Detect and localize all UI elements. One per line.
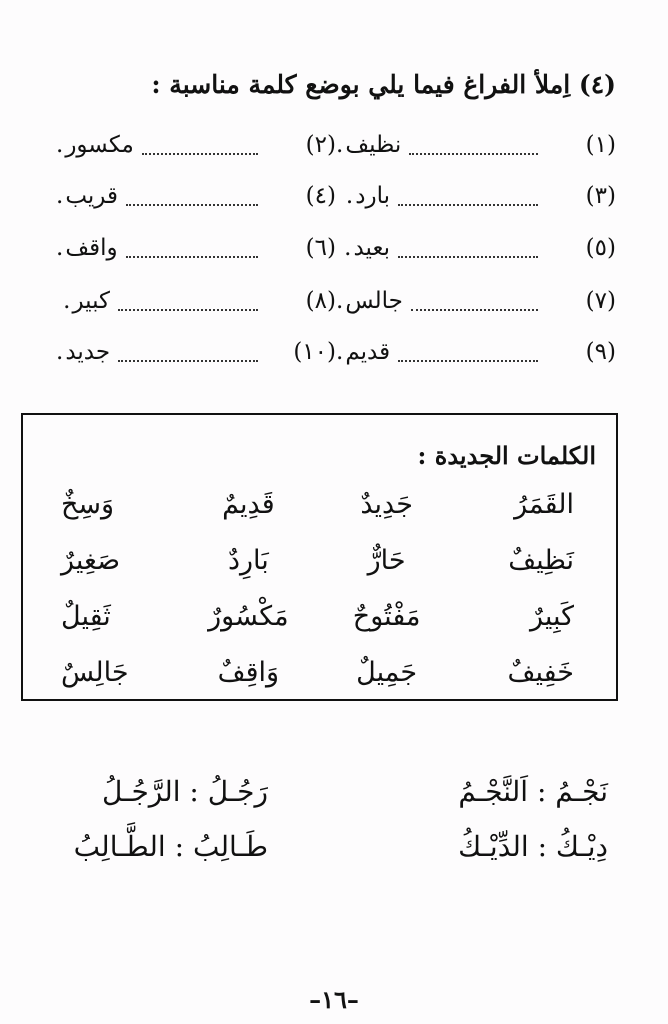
vocabulary-word: جَالِسٌ: [61, 657, 129, 688]
vocabulary-word: القَمَرُ: [514, 489, 574, 520]
item-word: جالس: [345, 288, 403, 314]
vocabulary-word: بَارِدٌ: [227, 545, 269, 576]
exercise-item: [56, 132, 336, 158]
item-period: .: [336, 339, 344, 365]
item-number: (٤): [305, 183, 336, 209]
exercise-row: [56, 281, 616, 321]
exercise-item: [336, 288, 616, 314]
item-period: .: [345, 183, 354, 209]
vocabulary-word: وَسِخٌ: [61, 489, 115, 520]
vocabulary-word: مَفْتُوحٌ: [352, 601, 421, 632]
article-pair: نَجْـمُ : اَلنَّجْـمُ: [458, 775, 608, 808]
item-period: .: [56, 235, 64, 261]
item-word: واقف: [65, 235, 118, 261]
exercise-row: [56, 228, 616, 268]
blank-line: [126, 186, 258, 206]
exercise-item: [56, 235, 336, 261]
exercise-row: [56, 332, 616, 372]
item-number: (١٠): [293, 339, 336, 365]
item-period: .: [63, 288, 71, 314]
blank-line: [118, 342, 258, 362]
item-word: قديم: [345, 339, 391, 365]
item-word: نظيف: [345, 132, 402, 158]
item-word: بارد: [355, 183, 390, 209]
page-number: –١٦–: [309, 985, 359, 1014]
exercise-item: [336, 183, 616, 209]
item-number: (٣): [585, 183, 616, 209]
item-word: جديد: [65, 339, 111, 365]
item-number: (٧): [585, 288, 616, 314]
item-word: كبير: [72, 288, 110, 314]
item-period: .: [336, 132, 344, 158]
blank-line: [398, 186, 538, 206]
exercise-item: [56, 183, 336, 209]
exercise-item: [336, 235, 616, 261]
blank-line: [409, 135, 538, 155]
vocabulary-word: قَدِيمٌ: [222, 489, 275, 520]
vocabulary-grid: [41, 485, 594, 693]
item-number: (٩): [585, 339, 616, 365]
item-period: .: [336, 288, 344, 314]
article-pair: طَـالِبُ : الطَّـالِبُ: [73, 830, 268, 863]
vocabulary-word: نَظِيفٌ: [508, 545, 574, 576]
vocabulary-word: جَدِيدٌ: [360, 489, 413, 520]
exercise-heading: (٤) اِملأ الفراغ فيما يلي بوضع كلمة مناسبة :: [151, 70, 616, 99]
item-word: مكسور: [65, 132, 134, 158]
exercise-item: [336, 132, 616, 158]
item-number: (١): [585, 132, 616, 158]
blank-line: [398, 238, 538, 258]
vocabulary-word: صَغِيرٌ: [61, 545, 120, 576]
item-number: (٥): [585, 235, 616, 261]
item-word: قريب: [65, 183, 118, 209]
exercise-item: [56, 288, 336, 314]
blank-line: [142, 135, 258, 155]
article-pair: رَجُـلُ : الرَّجُـلُ: [102, 775, 268, 808]
exercise-row: [56, 176, 616, 216]
exercise-row: [56, 125, 616, 165]
blank-line: [126, 238, 258, 258]
item-period: .: [56, 339, 64, 365]
item-period: .: [56, 183, 64, 209]
item-number: (٢): [305, 132, 336, 158]
article-pair: دِيْـكُ : الدِّيْـكُ: [458, 830, 608, 863]
item-number: (٦): [305, 235, 336, 261]
item-period: .: [56, 132, 64, 158]
vocabulary-title: الكلمات الجديدة :: [417, 441, 596, 470]
blank-line: [118, 291, 258, 311]
item-word: بعيد: [353, 235, 390, 261]
blank-line: [411, 291, 538, 311]
blank-line: [398, 342, 538, 362]
exercise-item: [336, 339, 616, 365]
vocabulary-word: حَارٌّ: [367, 545, 406, 576]
vocabulary-word: ثَقِيلٌ: [61, 601, 111, 632]
vocabulary-word: كَبِيرٌ: [529, 601, 574, 632]
vocabulary-word: وَاقِفٌ: [217, 657, 280, 688]
item-period: .: [344, 235, 352, 261]
vocabulary-word: خَفِيفٌ: [507, 657, 574, 688]
vocabulary-box: [21, 413, 618, 701]
item-number: (٨): [305, 288, 336, 314]
exercise-item: [56, 339, 336, 365]
vocabulary-word: مَكْسُورٌ: [208, 601, 289, 632]
vocabulary-word: جَمِيلٌ: [356, 657, 418, 688]
